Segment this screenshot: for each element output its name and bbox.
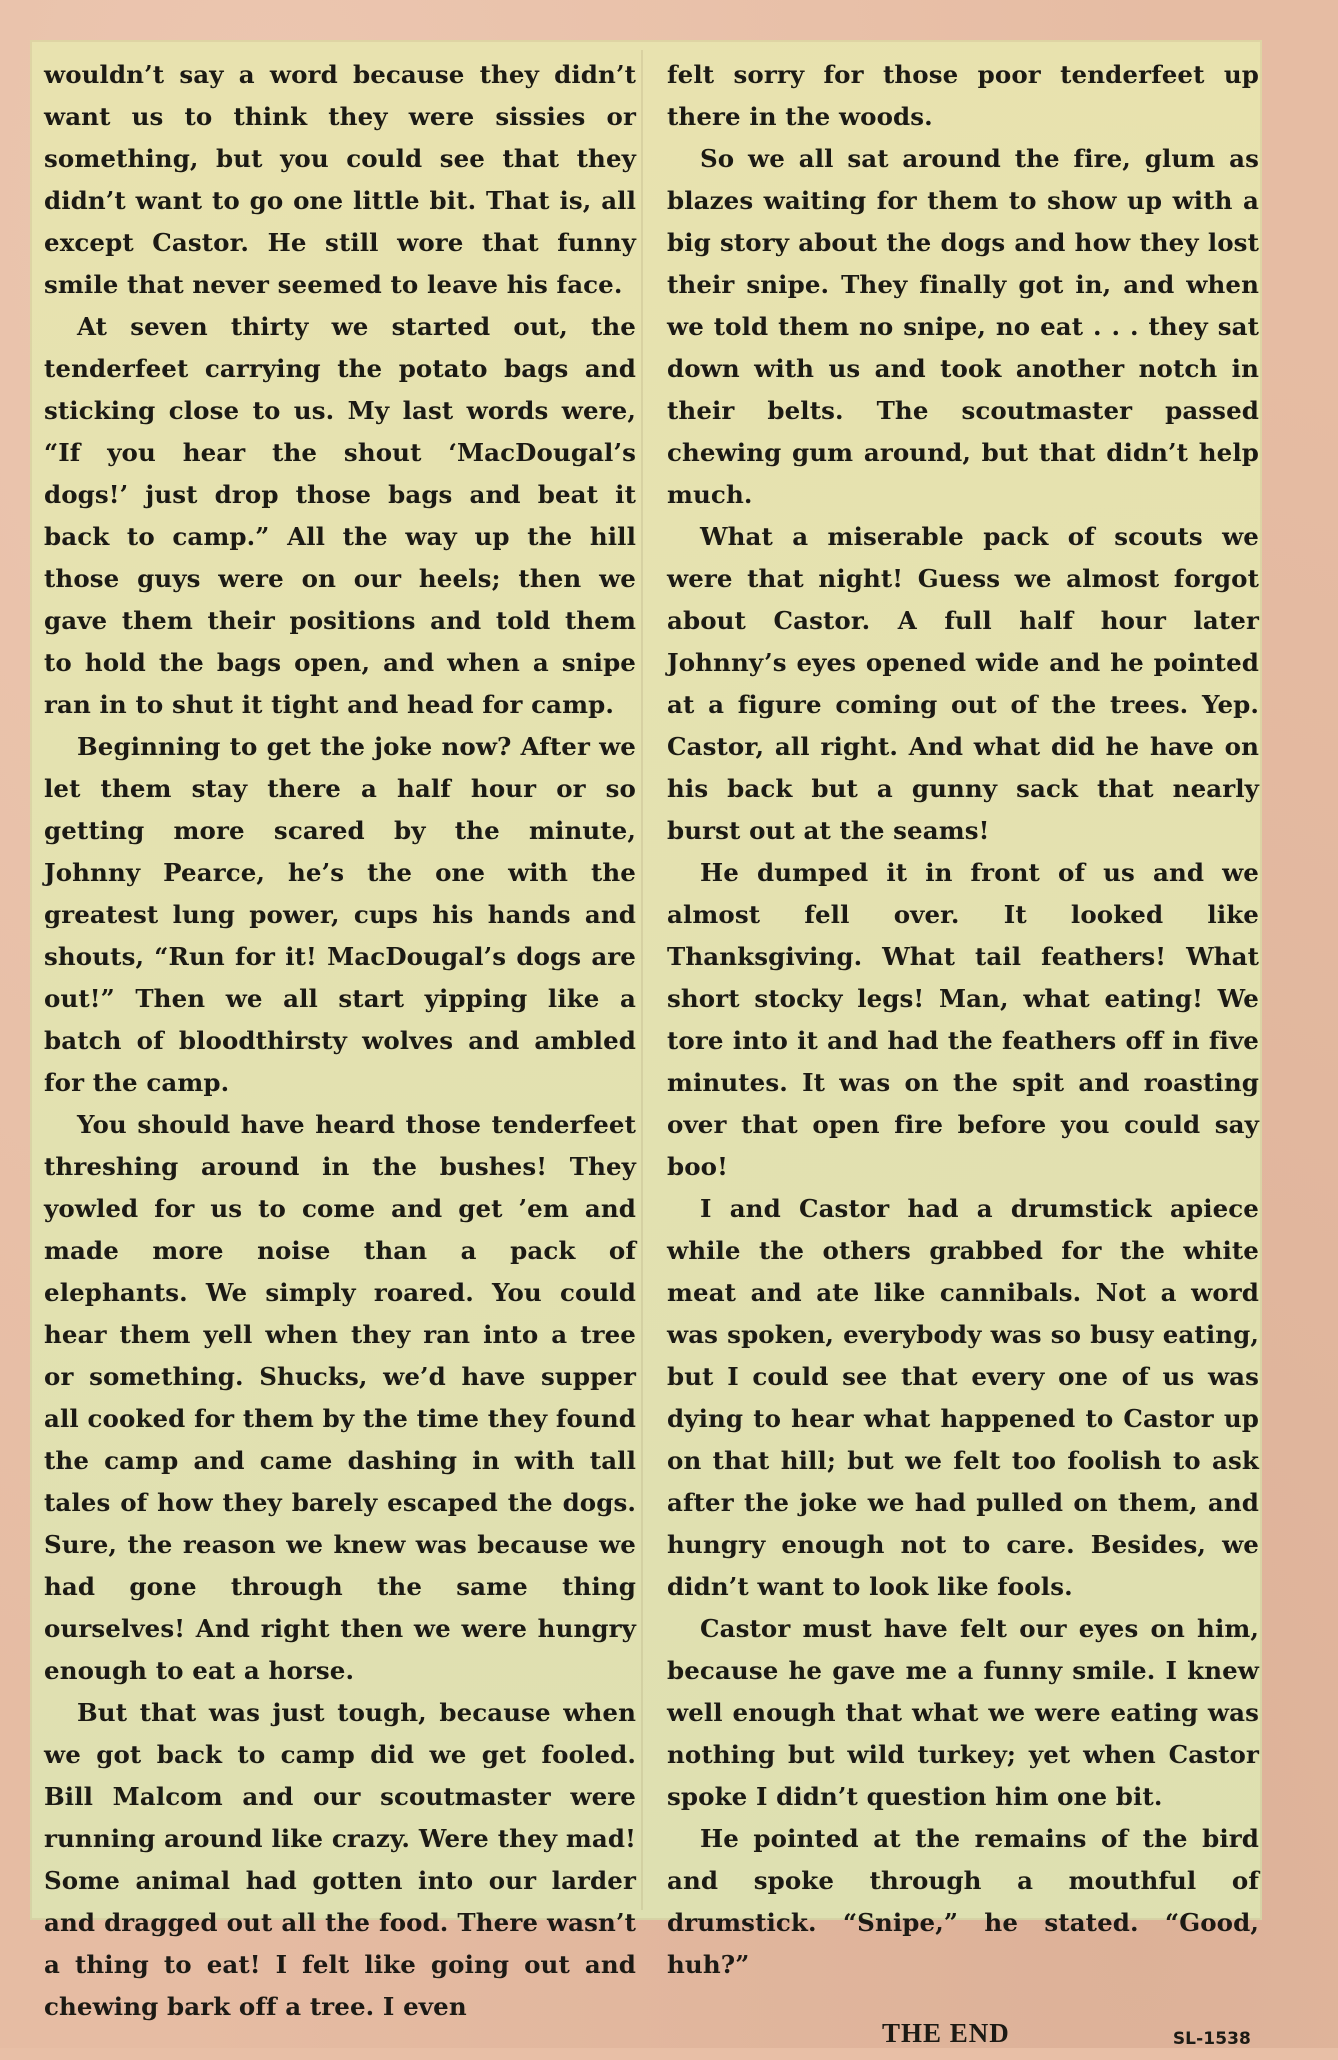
left-paragraph-3: Beginning to get the joke now? After we let them stay there a half hour or so getting more scared by the minute, Johnny Pearce, he’s the one with the greatest lung power, cups his hands and shouts, “Run for it! MacDougal’s dogs are out!” Then we all start yipping like a batch of bloodthirsty wolves and ambled for the camp. bbox=[44, 732, 636, 1097]
left-paragraph-2: At seven thirty we started out, the tenderfeet carrying the potato bags and sticking close to us. My last words were, “If you hear the shout ‘MacDougal’s dogs!’ just drop those bags and beat it back to camp.” All the way up the hill those guys were on our heels; then we gave them their positions and told them to hold the bags open, and when a snipe ran in to shut it tight and head for camp. bbox=[44, 312, 636, 719]
right-column bbox=[667, 54, 1259, 2056]
right-paragraph-1: felt sorry for those poor tenderfeet up there in the woods. bbox=[667, 60, 1259, 131]
right-paragraph-5: I and Castor had a drumstick apiece while the others grabbed for the white meat and ate like cannibals. Not a word was spoken, everybody was so busy eating, but I could see that every one of us was dying to hear what happened to Castor up on that hill; but we felt too foolish to ask after the joke we had pulled on them, and hungry enough not to care. Besides, we didn’t want to look like fools. bbox=[667, 1194, 1259, 1601]
left-column bbox=[44, 54, 636, 2028]
left-paragraph-5: But that was just tough, because when we got back to camp did we get fooled. Bill Malcom and our scoutmaster were running around like crazy. Were they mad! Some animal had gotten into our larder and dragged out all the food. There wasn’t a thing to eat! I felt like going out and chewing bark off a tree. I even bbox=[44, 1698, 636, 2021]
right-paragraph-6: Castor must have felt our eyes on him, because he gave me a funny smile. I knew well enough that what we were eating was nothing but wild turkey; yet when Castor spoke I didn’t question him one bit. bbox=[667, 1614, 1259, 1811]
right-paragraph-3: What a miserable pack of scouts we were that night! Guess we almost forgot about Castor. A full half hour later Johnny’s eyes opened wide and he pointed at a figure coming out of the trees. Yep. Castor, all right. And what did he have on his back but a gunny sack that nearly burst out at the seams! bbox=[667, 522, 1259, 845]
right-paragraph-7: He pointed at the remains of the bird and spoke through a mouthful of drumstick. “Snipe,” he stated. “Good, huh?” bbox=[667, 1824, 1259, 1979]
story-code: SL-1538 bbox=[1172, 2029, 1251, 2049]
story-end-row bbox=[667, 2012, 1259, 2056]
left-paragraph-4: You should have heard those tenderfeet threshing around in the bushes! They yowled for us to come and get ’em and made more noise than a pack of elephants. We simply roared. You could hear them yell when they ran into a tree or something. Shucks, we’d have supper all cooked for them by the time they found the camp and came dashing in with tall tales of how they barely escaped the dogs. Sure, the reason we knew was because we had gone through the same thing ourselves! And right then we were hungry enough to eat a horse. bbox=[44, 1110, 636, 1685]
column-gutter bbox=[641, 50, 643, 1910]
left-paragraph-1: wouldn’t say a word because they didn’t want us to think they were sissies or something, but you could see that they didn’t want to go one little bit. That is, all except Castor. He still wore that funny smile that never seemed to leave his face. bbox=[44, 60, 636, 299]
right-paragraph-4: He dumped it in front of us and we almost fell over. It looked like Thanksgiving. What tail feathers! What short stocky legs! Man, what eating! We tore into it and had the feathers off in five minutes. It was on the spit and roasting over that open fire before you could say boo! bbox=[667, 858, 1259, 1181]
right-paragraph-2: So we all sat around the fire, glum as blazes waiting for them to show up with a big story about the dogs and how they lost their snipe. They finally got in, and when we told them no snipe, no eat . . . they sat down with us and took another notch in their belts. The scoutmaster passed chewing gum around, but that didn’t help much. bbox=[667, 144, 1259, 509]
the-end-label: THE END bbox=[882, 2018, 1010, 2048]
